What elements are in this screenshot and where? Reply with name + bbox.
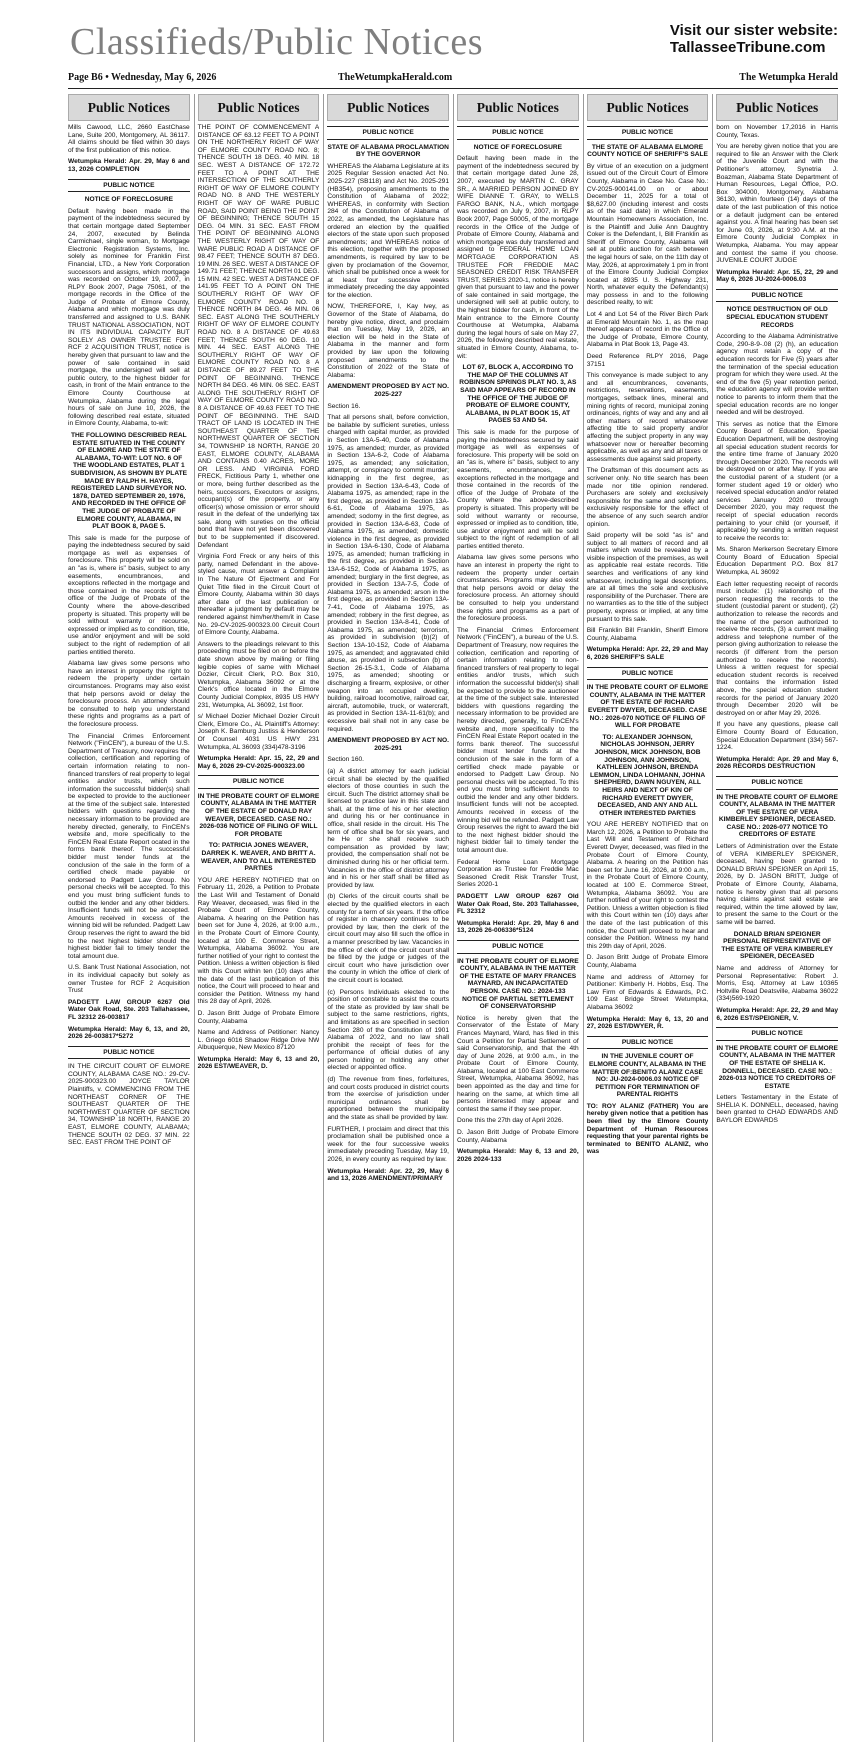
notice-paragraph: Done this the 27th day of April 2026. [457, 1117, 564, 1125]
notice-paragraph: Answers to the pleadings relevant to this proceeding must be filed on or before the date shown above by mailing or filing legible copies of same with Michael Dozier, Circuit Clerk, P.O. Box 310, Wetumpka, Alabama 36092 or at the Clerk's office located in the Elmore County Judicial Complex, 8935 US HWY 231, Wetumpka, AL 36092, 1st floor. [197, 640, 320, 709]
notice-paragraph: Letters Testamentary in the Estate of SHELIA K. DONNELL, deceased, having been granted to CHAD EDWARDS AND BAYLOR EDWARDS [716, 1094, 838, 1125]
notice-paragraph: IN THE CIRCUIT COURT OF ELMORE COUNTY, ALABAMA CASE NO.: 29-CV-2025-900323.00 JOYCE TAYLOR Plaintiffs, v. COMMENCING FROM THE NORTHEAST CORNER OF THE SOUTHEAST QUARTER OF THE NORTHWEST QUARTER OF SECTION 34, TOWNSHIP 18 NORTH, RANGE 20 EAST, ELMORE COUNTY, ALABAMA; THENCE SOUTH 02 DEG. 37 MIN. 22 SEC. EAST FROM THE POINT OF [68, 1063, 190, 1147]
notice-paragraph: Wetumpka Herald: May 6, 13, and 20, 2026 26-003817*5272 [68, 1025, 190, 1041]
notice-separator: PUBLIC NOTICE [716, 1027, 838, 1041]
notice-column-3 [323, 94, 449, 1742]
notice-paragraph: Section 16. [327, 402, 361, 410]
notice-paragraph: Bill Franklin Bill Franklin, Sheriff Elmore County, Alabama [586, 627, 709, 642]
notice-paragraph: s/ Michael Dozier Michael Dozier Circuit Clerk, Elmore Co., AL Plaintiff's Attorney: Joseph K. Bamburg Justiss & Henderson Of Counsel 4031 US HWY 231 Wetumpka, AL 36093 (334)478-3196 [197, 713, 320, 751]
notice-paragraph: YOU ARE HEREBY NOTIFIED that on February 11, 2026, a Petition to Probate the Last Will and Testament of Donald Ray Weaver, deceased, was filed in the Probate Court of Elmore County, Alabama. A hearing on the Petition has been set for June 4, 2026, at 9:00 a.m., in the Probate Court of Elmore County, located at 100 E. Commerce Street, Wetumpka, Alabama 36092. You are further notified of your right to contest the Petition. Unless a written objection is filed with this Court within ten (10) days after the date of the last publication of this notice, the Court will proceed to hear and consider the Petition. Witness my hand this 28 day of April, 2026. [197, 876, 320, 1006]
notice-paragraph: D. Jason Britt Judge of Probate Elmore County, Alabama [457, 1129, 579, 1144]
notice-paragraph: IN THE PROBATE COURT OF ELMORE COUNTY, ALABAMA IN THE MATTER OF THE ESTATE OF DONALD RAY WEAVER, DECEASED. CASE NO.: 2026-036 NOTICE OF FILING OF WILL FOR PROBATE [197, 792, 320, 838]
page-number-date: Page B6 • Wednesday, May 6, 2026 [68, 72, 217, 83]
notice-paragraph: This sale is made for the purpose of paying the indebtedness secured by said mortgage as well as expenses of foreclosure. This property will be sold on an "as is, where is" basis, subject to any easements, encumbrances, and exceptions reflected in the mortgage and those contained in the records of the office of the Judge of Probate of the County where the above-described property is situated. This property will be sold without warranty or recourse, expressed or implied as to condition, title, use and/or enjoyment and will be sold subject to the right of redemption of all parties entitled thereto. [68, 534, 190, 656]
notice-paragraph: The Financial Crimes Enforcement Network ("FinCEN"), a bureau of the U.S. Department of Treasury, now requires the collection, certification and reporting of certain information relating to non-financed transfers of real property to legal entities and/or trusts, which such information the successful bidder(s) shall be expected to provide to the auctioneer at the time of the subject sale. Interested bidders with questions regarding the necessary information to be provided are hereby directed, generally, to FinCEN's website and, more specifically to the FinCEN Real Estate Report ocated in the forms bank thereof. The successful bidder must tender funds at the conclusion of the sale in the form of a certified check made payable or endorsed to Padgett Law Group. No personal checks will be accepted. To this end you must bring sufficient funds to outbid the lender and any other bidders. Insufficient funds will not be accepted. Amounts received in excess of the winning bid will be refunded. Padgett Law Group reserves the right to award the bid to the next highest bidder should the highest bidder fail to timely tender the total amount due. [457, 626, 579, 855]
notice-paragraph: THE FOLLOWING DESCRIBED REAL ESTATE SITUATED IN THE COUNTY OF ELMORE AND THE STATE OF ALABAMA, TO-WIT: LOT NO. 6 OF THE WOODLAND ESTATES, PLAT 1 SUBDIVISION, AS SHOWN BY PLATE MADE BY RALPH H. HAYES, REGISTERED LAND SURVEYOR NO. 1878, DATED SEPTEMBER 20, 1976, AND RECORDED IN THE OFFICE OF THE JUDGE OF PROBATE OF ELMORE COUNTY, ALABAMA, IN PLAT BOOK 8, PAGE 5. [70, 431, 188, 531]
notice-paragraph: FURTHER, I proclaim and direct that this proclamation shall be published once a week for the four successive weeks immediately preceding Tuesday, May 19, 2026, in every county as required by law. [327, 1125, 450, 1163]
notice-paragraph: LOT 67, BLOCK A, ACCORDING TO THE MAP OF THE COLUMNS AT ROBINSON SPRINGS PLAT NO. 3, AS SAID MAP APPEARS OF RECORD IN THE OFFICE OF THE JUDGE OF PROBATE OF ELMORE COUNTY, ALABAMA, IN PLAT BOOK 15, AT PAGES 53 AND 54. [459, 364, 577, 425]
column-body [68, 124, 190, 1147]
notice-column-4 [453, 94, 579, 1742]
notice-columns [68, 94, 838, 1742]
notice-paragraph: By virtue of an execution on a judgment issued out of the Circuit Court of Elmore County, Alabama in Case No. Case No.: CV-2025-900141.00 on or about December 11, 2025 for a total of $8,627.00 (including interest and costs as of the said date) in which Emerald Mountain Homeowners Association, Inc. is the Plaintiff and Julie Ann Daughtry Coker is the Defendant, I, Bill Franklin as Sheriff of Elmore County, Alabama will sell at public auction for cash between the legal hours of sale, on the 11th day of May, 2026, at approximately 1 pm in front of the Elmore County Judicial Complex located at 8935 U. S. Highway 231, North, whatever equity the Defendant(s) may possess in and to the following described realty, to wit: [586, 162, 709, 307]
notice-paragraph: Wetumpka Herald: May 6, 13 and 20, 2026 EST/WEAVER, D. [197, 1055, 320, 1071]
notice-paragraph: Deed Reference RLPY 2016, Page 37151 [586, 353, 709, 368]
notice-paragraph: Letters of Administration over the Estate of VERA KIMBERLEY SPEIGNER, deceased, having been granted to DONALD BRIAN SPEIGNER on April 15, 2026, by D. JASON BRITT, Judge of Probate of Elmore County, Alabama, notice is hereby given that all persons having claims against said estate are required, within the time allowed by law, to present the same to the Court or the same will be barred. [716, 843, 838, 926]
notice-paragraph: AMENDMENT PROPOSED BY ACT NO. 2025-291 [327, 737, 449, 752]
notice-paragraph: Federal Home Loan Mortgage Corporation as Trustee for Freddie Mac Seasoned Credit Risk Transfer Trust, Series 2020-1 [457, 858, 579, 889]
notice-paragraph: TO: PATRICIA JONES WEAVER, DARREK K. WEAVER, AND BRITT A. WEAVER, AND TO ALL INTERESTED PARTIES [201, 842, 316, 873]
notice-paragraph: (d) The revenue from fines, forfeitures, and court costs produced in district courts from the exercise of jurisdiction under municipal ordinances shall be apportioned between the municipality and the state as shall be provided by law. [327, 1076, 450, 1122]
notice-separator: PUBLIC NOTICE [587, 667, 709, 681]
column-body [587, 126, 709, 1156]
notice-paragraph: (b) Clerks of the circuit courts shall be elected by the qualified electors in each county for a term of six years. If the office of register in chancery continues to be provided by law, then the clerk of the circuit court may also fill such the office in a manner prescribed by law. Vacancies in the office of clerk of the circuit court shall be filled by the judge or judges of the circuit court who have jurisdiction over the county in which the office of clerk of the circuit court is located. [327, 893, 450, 984]
notice-paragraph: TO: ROY ALANIZ (FATHER) You are hereby given notice that a petition has been filed by the Elmore County Department of Human Resources requesting that your parental rights be terminated to BENITO ALANIZ, who was [586, 1102, 709, 1156]
column-heading: Public Notices [198, 94, 320, 121]
column-body [198, 124, 320, 1071]
column-body [716, 124, 838, 1125]
notice-paragraph: Wetumpka Herald: Apr. 29 and May 6, 2026 RECORDS DESTRUCTION [716, 755, 838, 771]
notice-paragraph: IN THE PROBATE COURT OF ELMORE COUNTY, ALABAMA IN THE MATTER OF THE ESTATE OF SHELIA K. DONNELL, DECEASED. CASE NO.: 2026-013 NOTICE TO CREDITORS OF ESTATE [716, 1044, 838, 1090]
paper-name: The Wetumpka Herald [739, 72, 838, 83]
notice-separator: PUBLIC NOTICE [587, 1036, 709, 1050]
notice-paragraph: Each letter requesting receipt of records must include: (1) relationship of the person requesting the records to the student (custodial parent or student), (2) authorization to release the records and the name of the person authorized to receive the records, (3) a current mailing address and telephone number of the person giving authorization to release the records (if different from the person authorized to receive the records). Unless a written request for special education student records is received that contains the information listed above, the special education student records for the period of January 2020 through December 2020 will be destroyed on or after May 29, 2026. [716, 580, 838, 717]
notice-paragraph: THE STATE OF ALABAMA ELMORE COUNTY NOTICE OF SHERIFF'S SALE [587, 143, 708, 159]
notice-column-1 [68, 94, 190, 1742]
notice-paragraph: Wetumpka Herald: Apr. 29, May 6 and 13, 2026 COMPLETION [68, 158, 190, 173]
column-body [327, 126, 449, 1183]
notice-paragraph: IN THE PROBATE COURT OF ELMORE COUNTY, ALABAMA IN THE MATTER OF THE ESTATE OF VERA KIMBERLEY SPEIGNER, DECEASED. CASE NO.: 2026-077 NOTICE TO CREDITORS OF ESTATE [716, 793, 838, 839]
column-heading: Public Notices [587, 94, 709, 121]
notice-paragraph: IN THE PROBATE COURT OF ELMORE COUNTY, ALABAMA IN THE MATTER OF THE ESTATE OF RICHARD EVERETT DWYER, DECEASED. CASE NO.: 2026-070 NOTICE OF FILING OF WILL FOR PROBATE [586, 684, 709, 730]
notice-separator: PUBLIC NOTICE [68, 1046, 190, 1060]
notice-column-6 [712, 94, 838, 1742]
notice-paragraph: AMENDMENT PROPOSED BY ACT NO. 2025-227 [327, 383, 449, 398]
notice-separator: PUBLIC NOTICE [327, 126, 449, 140]
notice-paragraph: STATE OF ALABAMA PROCLAMATION BY THE GOVERNOR [327, 143, 449, 159]
notice-paragraph: (c) Persons Individuals elected to the position of constable to assist the courts of the state as provided by law shall be subject to the same restrictions, rights, and limitations as are specified in section Section 280 of the Constitution of 1901 Alabama of 2022, and no law shall prohibit the receipt of fees for the performance of official duties of any person holding or holding any other elected or appointed office. [327, 988, 450, 1072]
notice-paragraph: Wetumpka Herald: Apr. 22, 29 and May 6, 2026 EST/SPEIGNER, V. [716, 1006, 838, 1022]
notice-paragraph: DONALD BRIAN SPEIGNER PERSONAL REPRESENTATIVE OF THE ESTATE OF VERA KIMBERLEY SPEIGNER, DECEASED [721, 930, 833, 961]
notice-paragraph: You are hereby given notice that you are required to file an Answer with the Clerk of the Juvenile Court and with the Petitioner's attorney, Synetria J. Boazman, Alabama State Department of Human Resources, Legal Office, P.O. Box 304000, Montgomery, Alabama 36130, within fourteen (14) days of the date of the last publication of this notice or a default judgment can be entered against you. A final hearing has been set for June 03, 2026, at 9:30 A.M. at the Elmore County Judicial Complex in Wetumpka, Alabama. You may appear and contest the same if you choose. JUVENILE COURT JUDGE [716, 143, 838, 265]
notice-paragraph: Ms. Sharon Merkerson Secretary Elmore County Board of Education Special Education Department P.O. Box 817 Wetumpka, AL 36092 [716, 546, 838, 577]
notice-column-5 [583, 94, 709, 1742]
notice-paragraph: NOW, THEREFORE, I, Kay Ivey, as Governor of the State of Alabama, do hereby give notice, direct, and proclaim that on Tuesday, May 19, 2026, an election will be held in the State of Alabama in the manner and form provided by law upon the following proposed amendments to the Constitution of 2022 of the State of Alabama: [327, 303, 450, 379]
notice-paragraph: This conveyance is made subject to any and all encumbrances, covenants, restrictions, reservations, easements, mortgages, setback lines, mineral and mining rights of record, municipal zoning ordinances, rights of way and any and all other matters of record whatsoever affecting title to said property and/or affecting the subject property in any way whatsoever now or hereafter becoming applicable, as well as any and all taxes or assessments due against said property. [586, 372, 709, 463]
column-body [457, 126, 579, 1163]
notice-paragraph: YOU ARE HEREBY NOTIFIED that on March 12, 2026, a Petition to Probate the Last Will and Testament of Richard Everett Dwyer, deceased, was filed in the Probate Court of Elmore County, Alabama. A hearing on the Petition has been set for June 16, 2026, at 9:00 a.m., in the Probate Court of Elmore County, located at 100 E. Commerce Street, Wetumpka, Alabama 36092. You are further notified of your right to contest the Petition. Unless a written objection is filed with this Court within ten (10) days after the date of the last publication of this notice, the Court will proceed to hear and consider the Petition. Witness my hand this 29th day of April, 2026. [586, 821, 709, 950]
notice-paragraph: WHEREAS the Alabama Legislature at its 2025 Regular Session enacted Act No. 2025-227 (SB118) and Act No. 2025-291 (HB354), proposing amendments to the Constitution of Alabama of 2022; WHEREAS, in conformity with Section 284 of the Constitution of Alabama of 2022, as amended, the Legislature has ordered an election by the qualified electors of the state upon such proposed amendments; and WHEREAS notice of this election, together with the proposed amendments, is required by law to be given by proclamation of the Governor, which shall be published once a week for at least four successive weeks immediately preceding the day appointed for the election. [327, 162, 450, 299]
notice-paragraph: That all persons shall, before conviction, be bailable by sufficient sureties, unless charged with capital murder, as provided in Section 13A-5-40, Code of Alabama 1975, as amended; murder, as provided in Section 13A-6-2, Code of Alabama 1975, as amended; any solicitation, attempt, or conspiracy to commit murder; kidnapping in the first degree, as provided in Section 13A-6-43, Code of Alabama 1975, as amended; rape in the first degree, as provided in Section 13A-6-61, Code of Alabama 1975, as amended; sodomy in the first degree, as provided in Section 13A-6-63, Code of Alabama 1975, as amended; domestic violence in the first degree, as provided in Section 13A-6-130, Code of Alabama 1975, as amended; human trafficking in the first degree, as provided in Section 13A-6-152, Code of Alabama 1975, as amended; burglary in the first degree, as provided in Section 13A-7-5, Code of Alabama 1975, as amended; arson in the first degree, as provided in Section 13A-7-41, Code of Alabama 1975, as amended; robbery in the first degree, as provided in Section 13A-8-41, Code of Alabama 1975, as amended; terrorism, as provided in subdivision (b)(2) of Section 13A-10-152, Code of Alabama 1975, as amended; and aggravated child abuse, as provided in subsection (b) of Section 26-15-3.1, Code of Alabama 1975, as amended; shooting or discharging a firearm, explosive, or other weapon into an occupied dwelling, building, railroad locomotive, railroad car, aircraft, automobile, truck, or watercraft, as provided in Section 13A-11-61(b); and excessive bail shall not in any case be required. [327, 414, 450, 733]
notice-paragraph: According to the Alabama Administrative Code, 290-8-9-.08 (2) (h), an education agency must retain a copy of the education records for Five (5) years after the termination of the special education program for which they were used. At the end of the five (5) year retention period, the education agency will provide written notice to parents to inform them that the special education records are no longer needed and will be destroyed. [716, 333, 838, 417]
notice-paragraph: If you have any questions, please call Elmore County Board of Education, Special Education Department (334) 567-1224. [716, 721, 838, 752]
notice-paragraph: Wetumpka Herald: May 6, 13 and 20, 2026 2024-133 [457, 1148, 579, 1163]
notice-paragraph: NOTICE OF FORECLOSURE [84, 196, 173, 204]
notice-paragraph: Wetumpka Herald: Apr. 22, 29, May 6 and 13, 2026 AMENDMENT/PRIMARY [327, 1167, 450, 1183]
notice-paragraph: Notice is hereby given that the Conservator of the Estate of Mary Frances Maynard, Ward, has filed in this Court a Petition for Partial Settlement of said Conservatorship, and that the 4th day of June 2026, at 9:00 a.m., in the Probate Court of Elmore County, Alabama, located at 100 East Commerce Street, Wetumpka, Alabama 36092, has been appointed as the day and time for hearing on the same, at which time all persons interested may appear and contest the same if they see proper. [457, 1014, 579, 1113]
notice-paragraph: Wetumpka Herald: Apr. 15, 22, 29 and May 6, 2026 JU-2024-0006.03 [716, 268, 838, 284]
sister-website-label: Visit our sister website: [669, 22, 838, 39]
notice-paragraph: U.S. Bank Trust National Association, not in its individual capacity but solely as owner Trustee for RCF 2 Acquisition Trust [68, 964, 190, 995]
notice-paragraph: Wetumpka Herald: Apr. 29, May 6 and 13, 2026 26-006336*5124 [457, 919, 579, 935]
notice-paragraph: Mills Cawood, LLC, 2660 EastChase Lane, Suite 200, Montgomery, AL 36117. All claims should be filed within 30 days of the first publication of this notice. [68, 124, 190, 154]
column-heading: Public Notices [327, 94, 449, 121]
notice-separator: PUBLIC NOTICE [198, 775, 320, 789]
notice-paragraph: D. Jason Britt Judge of Probate Elmore County, Alabama [586, 954, 709, 969]
page-header [0, 0, 860, 66]
notice-separator: PUBLIC NOTICE [457, 940, 579, 954]
notice-paragraph: Said property will be sold "as is" and subject to all matters of record and all matters which would be revealed by a visible inspection of the premises, as well as applicable real estate records. Title searches and verifications of any kind whatsoever, including legal descriptions, are at all times the sole and exclusive responsibility of the Purchaser. There are no warranties as to the title of the subject property, express or implied, at any time pursuant to this sale. [586, 532, 709, 623]
notice-paragraph: Default having been made in the payment of the indebtedness secured by that certain mortgage dated September 24, 2007, executed by Belinda Carmichael, single woman, to Mortgage Electronic Registration Systems, Inc. solely as nominee for Franklin First Financial, LTD., a New York Corporation successors and assigns, which mortgage was recorded on October 19, 2007, in RLPY Book 2007, Page 75061, of the mortgage records in the Office of the Judge of Probate of Elmore County, Alabama and which mortgage was duly transferred and assigned to U.S. BANK TRUST NATIONAL ASSOCIATION, NOT IN ITS INDIVIDUAL CAPACITY BUT SOLELY AS OWNER TRUSTEE FOR RCF 2 ACQUISITION TRUST, notice is hereby given that pursuant to law and the power of sale contained in said mortgage, the undersigned will sell at public outcry, to the highest bidder for cash, in front of the Main entrance to the Elmore County Courthouse at Wetumpka, Alabama during the legal hours of sale on June 10, 2026, the following described real estate, situated in Elmore County, Alabama, to-wit: [68, 207, 190, 428]
notice-paragraph: PADGETT LAW GROUP 6267 Old Water Oak Road, Ste. 203 Tallahassee, FL 32312 26-003817 [68, 998, 190, 1021]
section-title: Classifieds/Public Notices [70, 21, 484, 63]
notice-paragraph: Name and address of Attorney for Personal Representative: Robert J. Morris, Esq. Attorney at Law 10365 Holtville Road Deatsville, Alabama 36022 (334)569-1920 [716, 964, 838, 1003]
column-heading: Public Notices [68, 94, 190, 121]
notice-paragraph: (a) A district attorney for each judicial circuit shall be elected by the qualified electors of those counties in such the circuit. Such The district attorney shall be licensed to practice law in this state and shall, at the time of his or her election and during his or her continuance in office, shall reside in the circuit. His The term of office shall be for six years, and he He or she shall receive such compensation as provided by law; provided, the compensation shall not be diminished during his or her official term. Vacancies in the office of district attorney and in his or her staff shall be filled as provided by law. [327, 767, 450, 889]
notice-paragraph: Alabama law gives some persons who have an interest in property the right to redeem the property under certain circumstances. Programs may also exist that help persons avoid or delay the foreclosure process. An attorney should be consulted to help you understand these rights and programs as a part of the foreclosure process. [457, 554, 579, 623]
header-rule [68, 88, 838, 89]
column-heading: Public Notices [716, 94, 838, 121]
site-url: TheWetumpkaHerald.com [338, 72, 453, 83]
sister-website-promo [670, 22, 838, 56]
notice-paragraph: Section 160. [327, 756, 365, 764]
column-heading: Public Notices [457, 94, 579, 121]
page-info-bar [68, 72, 838, 88]
notice-paragraph: Wetumpka Herald: Apr. 22, 29 and May 6, 2026 SHERIFF'S SALE [586, 646, 709, 661]
notice-paragraph: Virginia Ford Freck or any heirs of this party, named Defendant in the above-styled cause, must answer a Complaint In The Nature Of Ejectment and For Quiet Title filed in the Circuit Court of Elmore County, Alabama within 30 days after date of the last publication or thereafter a judgment by default may be rendered against him/her/them/it in Case No. 29-CV-2025-900323.00 Circuit Court of Elmore County, Alabama. [197, 553, 320, 637]
notice-separator: PUBLIC NOTICE [716, 289, 838, 303]
notice-paragraph: TO: ALEXANDER JOHNSON, NICHOLAS JOHNSON, JERRY JOHNSON, MICK JOHNSON, BOB JOHNSON, ANN JOHNSON, KATHLEEN JOHNSON, BRENDA LEMMON, LINDA LOHMANN, JOHNA SHEPHERD, DAWN NGUYEN, ALL HEIRS AND NEXT OF KIN OF RICHARD EVERETT DWYER, DECEASED, AND ANY AND ALL OTHER INTERESTED PARTIES [589, 733, 706, 817]
notice-column-2 [194, 94, 320, 1742]
notice-paragraph: Wetumpka Herald: Apr. 15, 22, 29 and May 6, 2026 29-CV-2025-900323.00 [197, 755, 320, 770]
notice-paragraph: PADGETT LAW GROUP 6267 Old Water Oak Road, Ste. 203 Tallahassee, FL 32312 [457, 893, 579, 916]
notice-paragraph: The Draftsman of this document acts as scrivener only. No title search has been made nor title opinion rendered. Purchasers are solely and exclusively responsible for the same and solely and exclusively responsible for the effect of the absence of any such search and/or opinion. [586, 467, 709, 528]
notice-paragraph: This sale is made for the purpose of paying the indebtedness secured by said mortgage as well as expenses of foreclosure. This property will be sold on an "as is, where is" basis, subject to any easements, encumbrances, and exceptions reflected in the mortgage and those contained in the records of the office of the Judge of Probate of the County where the above-described property is situated. This property will be sold without warranty or recourse, expressed or implied as to condition, title, use and/or enjoyment and will be sold subject to the right of redemption of all parties entitled thereto. [457, 428, 579, 550]
sister-website-link[interactable]: TallasseeTribune.com [669, 39, 826, 56]
notice-paragraph: Default having been made in the payment of the indebtedness secured by that certain mortgage dated June 28, 2007, executed by MARTIN C. GRAY SR., A MARRIED PERSON JOINED BY WIFE DIANNE T. GRAY, to WELLS FARGO BANK, N.A., which mortgage was recorded on July 9, 2007, in RLPY Book 2007, Page 50005, of the mortgage records in the Office of the Judge of Probate of Elmore County, Alabama and which mortgage was duly transferred and assigned to FEDERAL HOME LOAN MORTGAGE CORPORATION AS TRUSTEE FOR FREDDIE MAC SEASONED CREDIT RISK TRANSFER TRUST, SERIES 2020-1, notice is hereby given that pursuant to law and the power of sale contained in said mortgage, the undersigned will sell at public outcry, to the highest bidder for cash, in front of the Main entrance to the Elmore County Courthouse at Wetumpka, Alabama during the legal hours of sale on May 27, 2026, the following described real estate, situated in Elmore County, Alabama, to-wit: [457, 155, 579, 360]
notice-paragraph: Wetumpka Herald: May 6, 13, 20 and 27, 2026 EST/DWYER, R. [586, 1015, 709, 1031]
notice-paragraph: Alabama law gives some persons who have an interest in property the right to redeem the property under certain circumstances. Programs may also exist that help persons avoid or delay the foreclosure process. An attorney should be consulted to help you understand these rights and programs as a part of the foreclosure process. [68, 660, 190, 728]
notice-paragraph: Name and address of Attorney for Petitioner: Kimberly H. Hobbs, Esq. The Law Firm of Edwards & Edwards, P.C. 109 East Bridge Street Wetumpka, Alabama 36092 [586, 973, 709, 1011]
notice-paragraph: born on November 17,2016 in Harris County, Texas. [716, 124, 838, 139]
notice-paragraph: IN THE PROBATE COURT OF ELMORE COUNTY, ALABAMA IN THE MATTER OF THE ESTATE OF MARY FRANCES MAYNARD, AN INCAPACITATED PERSON. CASE NO.: 2024-133 NOTICE OF PARTIAL SETTLEMENT OF CONSERVATORSHIP [457, 957, 579, 1011]
notice-separator: PUBLIC NOTICE [457, 126, 579, 140]
notice-paragraph: IN THE JUVENILE COURT OF ELMORE COUNTY, ALABAMA IN THE MATTER OF:BENITO ALANIZ CASE NO: JU-2024-0006.03 NOTICE OF PETITION FOR TERMINATION OF PARENTAL RIGHTS [588, 1053, 707, 1099]
notice-separator: PUBLIC NOTICE [716, 776, 838, 790]
notice-paragraph: NOTICE OF FORECLOSURE [473, 143, 562, 151]
notice-separator: PUBLIC NOTICE [587, 126, 709, 140]
notice-paragraph: NOTICE DESTRUCTION OF OLD SPECIAL EDUCATION STUDENT RECORDS [726, 306, 829, 329]
notice-paragraph: D. Jason Britt Judge of Probate Elmore County, Alabama [197, 1009, 320, 1025]
notice-paragraph: The Financial Crimes Enforcement Network ("FinCEN"), a bureau of the U.S. Department of Treasury, now requires the collection, certification and reporting of certain information relating to non-financed transfers of real property to legal entities and/or trusts, which such information the successful bidder(s) shall be expected to provide to the auctioneer at the time of the subject sale. Interested bidders with questions regarding the necessary information to be provided are hereby directed, generally, to FinCEN's website and, more specifically to the FinCEN Real Estate Report ocated in the forms bank thereof. The successful bidder must tender funds at the conclusion of the sale in the form of a certified check made payable or endorsed to Padgett Law Group. No personal checks will be accepted. To this end you must bring sufficient funds to outbid the lender and any other bidders. Insufficient funds will not be accepted. Amounts received in excess of the winning bid will be refunded. Padgett Law Group reserves the right to award the bid to the next highest bidder should the highest bidder fail to timely tender the total amount due. [68, 732, 190, 960]
notice-paragraph: Lot 4 and Lot 54 of the River Birch Park at Emerald Mountain No. 1, as the map thereof appears of record in the Office of the Judge of Probate, Elmore County, Alabama in Plat Book 13, Page 43. [586, 311, 709, 349]
notice-paragraph: Name and Address of Petitioner: Nancy L. Griego 6016 Shadow Ridge Drive NW Albuquerque, New Mexico 87120 [197, 1029, 320, 1052]
notice-separator: PUBLIC NOTICE [68, 179, 190, 193]
notice-paragraph: This serves as notice that the Elmore County Board of Education, Special Education Department, will be destroying all special education student records for the entire time frame of January 2020 through December 2020. The records will be destroyed on or after May. If you are the custodial parent of a student (or a former student aged 19 or older) who received special education and/or related services January 2020 through December 2020, you may request the receipt of special education records pertaining to your child (or yourself, if applicable) by sending a written request to receive the records to: [716, 420, 838, 542]
notice-paragraph: THE POINT OF COMMENCEMENT A DISTANCE OF 63.12 FEET TO A POINT ON THE NORTHERLY RIGHT OF WAY OF ELMORE COUNTY ROAD NO. 8; THENCE SOUTH 18 DEG. 40 MIN. 18 SEC. WEST A DISTANCE OF 172.72 FEET TO A POINT AT THE INTERSECTION OF THE SOUTHERLY RIGHT OF WAY OF ELMORE COUNTY ROAD NO. 8 AND THE WESTERLY RIGHT OF WAY OF WARE PUBLIC ROAD, SAID POINT BEING THE POINT OF BEGINNING; THENCE SOUTH 15 DEG. 04 MIN. 31 SEC. EAST FROM THE POINT OF BEGINNING ALONG THE WESTERLY RIGHT OF WAY OF WARE PUBLIC ROAD A DISTANCE OF 98.47 FEET; THENCE SOUTH 87 DEG. 19 MIN. 26 SEC. WEST A DISTANCE OF 149.71 FEET; THENCE NORTH 01 DEG. 15 MIN. 42 SEC. WEST A DISTANCE OF 141.95 FEET TO A POINT ON THE SOUTHERLY RIGHT OF WAY OF ELMORE COUNTY ROAD NO. 8 THENCE NORTH 84 DEG. 46 MIN. 06 SEC. EAST ALONG THE SOUTHERLY RIGHT OF WAY OF ELMORE COUNTY ROAD NO. 8 A DISTANCE OF 49.63 FEET; THENCE SOUTH 60 DEG. 10 MIN. 44 SEC. EAST ALONG THE SOUTHERLY RIGHT OF WAY OF ELMORE COUNTY ROAD NO. 8 A DISTANCE OF 89.27 FEET TO THE POINT OF BEGINNING. THENCE NORTH 84 DEG. 46 MIN. 06 SEC. EAST ALONG THE SOUTHERLY RIGHT OF WAY OF ELMORE COUNTY ROAD NO. 8 A DISTANCE OF 49.63 FEET TO THE POINT OF BEGINNING. THE SAID TRACT OF LAND IS LOCATED IN THE SOUTHEAST QUARTER OF THE NORTHWEST QUARTER OF SECTION 34, TOWNSHIP 18 NORTH, RANGE 20 EAST, ELMORE COUNTY, ALABAMA AND CONTAINS 0.40 ACRES, MORE OR LESS. AND VIRGINIA FORD FRECK, Fictitious Party 1, whether one or more, being further described as the heirs, successors, Executors or assigns, occupant(s) of the property, or any officer(s) whose omission or error should result in the defeat of the underlying tax sale, along with sureties on the official bond that have not yet been discovered but to be supplemented if discovered. Defendant [197, 124, 320, 549]
